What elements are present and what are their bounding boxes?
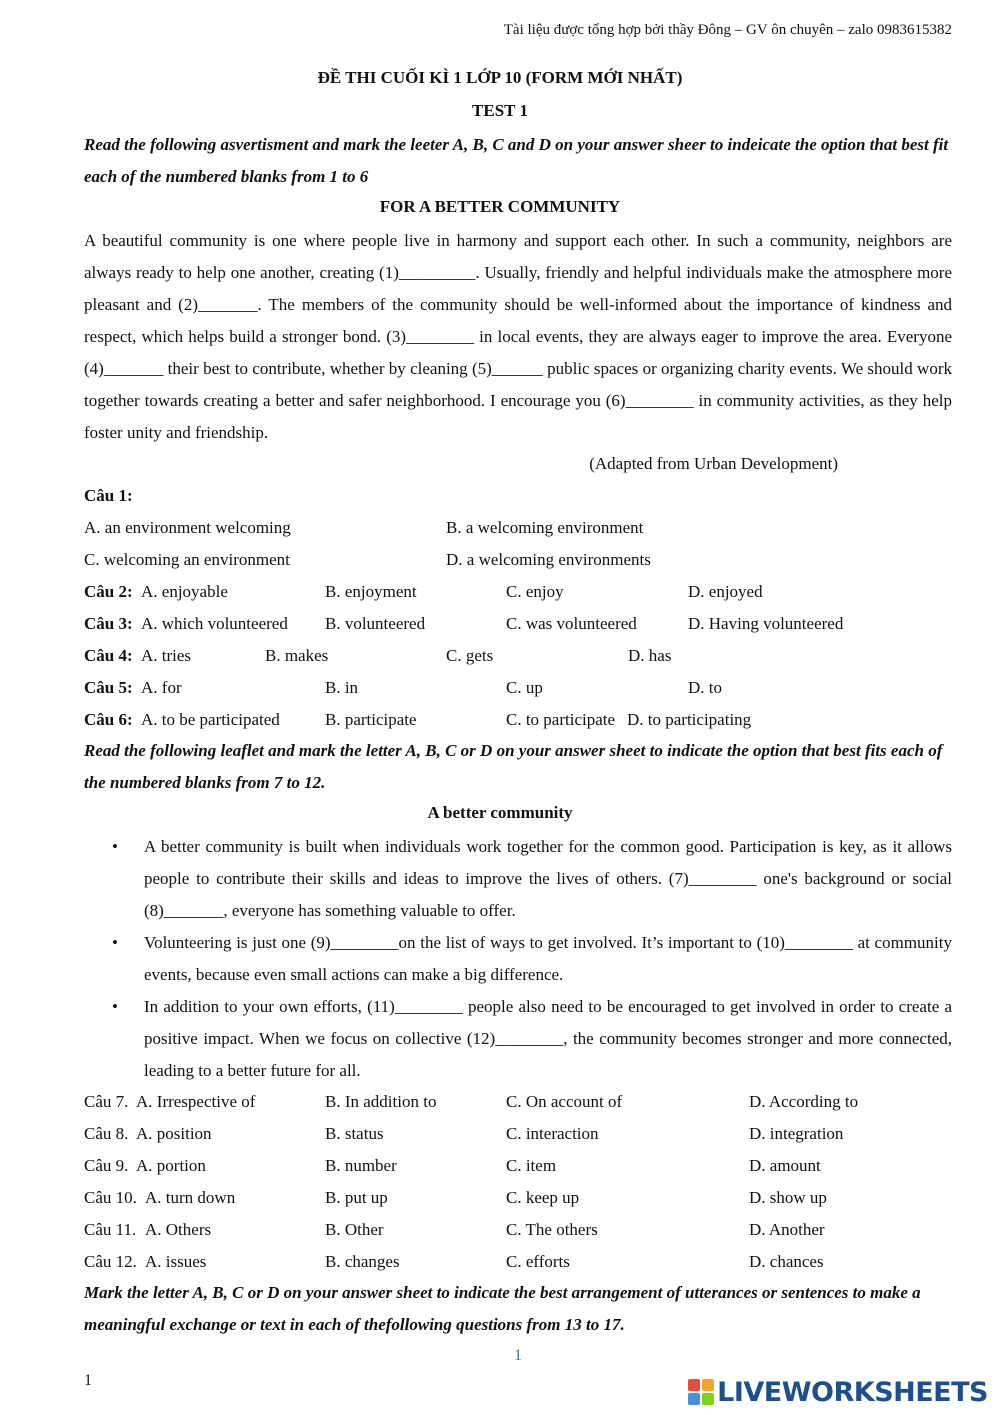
question-label: Câu 11. [84, 1220, 137, 1239]
option-d[interactable]: D. According to [749, 1092, 859, 1111]
question-6 [84, 704, 964, 736]
option-b[interactable]: B. put up [325, 1188, 388, 1207]
option-b[interactable]: B. Other [325, 1220, 384, 1239]
section2-instruction: Read the following leaflet and mark the letter A, B, C or D on your answer sheet to indicate the option that best fits each of the numbered blanks from 7 to 12. [84, 741, 943, 792]
list-item [84, 991, 952, 1087]
option-a[interactable]: A. issues [145, 1252, 207, 1271]
option-b[interactable]: B. enjoyment [325, 582, 417, 601]
option-a[interactable]: A. turn down [145, 1188, 236, 1207]
option-c[interactable]: C. was volunteered [506, 614, 637, 633]
question-label: Câu 5: [84, 678, 133, 697]
page-number-center: 1 [514, 1347, 522, 1364]
section1-heading: FOR A BETTER COMMUNITY [379, 197, 621, 216]
option-c[interactable]: C. gets [446, 646, 494, 665]
question-label: Câu 12. [84, 1252, 137, 1271]
option-d[interactable]: D. has [628, 646, 672, 665]
option-d[interactable]: D. amount [749, 1156, 821, 1175]
option-b[interactable]: B. changes [325, 1252, 400, 1271]
list-item [84, 831, 952, 927]
question-7 [84, 1086, 964, 1118]
question-1-options-row-1 [84, 512, 964, 544]
option-b[interactable]: B. In addition to [325, 1092, 437, 1111]
question-11 [84, 1214, 964, 1246]
leaflet-bullets [84, 831, 952, 1087]
question-10 [84, 1182, 964, 1214]
liveworksheets-logo[interactable] [688, 1375, 988, 1409]
question-9 [84, 1150, 964, 1182]
q1-option-a[interactable]: A. an environment welcoming [84, 518, 291, 537]
option-c[interactable]: C. The others [506, 1220, 598, 1239]
question-3 [84, 608, 964, 640]
option-c[interactable]: C. keep up [506, 1188, 580, 1207]
q1-option-d[interactable]: D. a welcoming environments [446, 550, 651, 569]
question-label: Câu 8. [84, 1124, 129, 1143]
option-b[interactable]: B. participate [325, 710, 417, 729]
question-label: Câu 2: [84, 582, 133, 601]
option-b[interactable]: B. status [325, 1124, 384, 1143]
option-c[interactable]: C. On account of [506, 1092, 623, 1111]
option-c[interactable]: C. to participate [506, 710, 616, 729]
option-a[interactable]: A. portion [136, 1156, 206, 1175]
option-c[interactable]: C. item [506, 1156, 557, 1175]
option-b[interactable]: B. in [325, 678, 359, 697]
question-8 [84, 1118, 964, 1150]
option-c[interactable]: C. up [506, 678, 543, 697]
question-label: Câu 6: [84, 710, 133, 729]
list-item [84, 927, 952, 991]
option-b[interactable]: B. volunteered [325, 614, 426, 633]
bullet-icon: • [112, 933, 118, 952]
question-1-options-row-2 [84, 544, 964, 576]
option-d[interactable]: D. show up [749, 1188, 827, 1207]
q1-option-b[interactable]: B. a welcoming environment [446, 518, 644, 537]
option-d[interactable]: D. integration [749, 1124, 844, 1143]
option-d[interactable]: D. to participating [627, 710, 752, 729]
option-a[interactable]: A. Others [145, 1220, 212, 1239]
question-label: Câu 3: [84, 614, 133, 633]
option-c[interactable]: C. interaction [506, 1124, 599, 1143]
option-d[interactable]: D. enjoyed [688, 582, 763, 601]
question-label: Câu 4: [84, 646, 133, 665]
bullet-text: A better community is built when individuals work together for the common good. Participation is key, as it allows people to contribute their skills and ideas to improve the lives of others. (7)________ one's background or social (8)_______, everyone has something valuable to offer. [144, 837, 952, 920]
question-label: Câu 7. [84, 1092, 129, 1111]
option-a[interactable]: A. for [141, 678, 182, 697]
question-label: Câu 10. [84, 1188, 137, 1207]
question-2 [84, 576, 964, 608]
question-4 [84, 640, 964, 672]
section3-instruction: Mark the letter A, B, C or D on your answer sheet to indicate the best arrangement of utterances or sentences to make a meaningful exchange or text in each of thefollowing questions from 13 to 17. [84, 1283, 921, 1334]
question-label: Câu 9. [84, 1156, 129, 1175]
section1-passage: A beautiful community is one where people live in harmony and support each other. In such a community, neighbors are always ready to help one another, creating (1)_________. Usually, friendly and helpful individuals make the atmosphere more pleasant and (2)_______. The members of the community should be well-informed about the importance of kindness and respect, which helps build a stronger bond. (3)________ in local events, they are always eager to improve the area. Everyone (4)_______ their best to contribute, whether by cleaning (5)______ public spaces or organizing charity events. We should work together towards creating a better and safer neighborhood. I encourage you (6)________ in community activities, as they help foster unity and friendship. [84, 231, 952, 442]
page-header: Tài liệu được tổng hợp bởi thầy Đông – GV ôn chuyên – zalo 0983615382 [503, 22, 952, 38]
bullet-text: Volunteering is just one (9)________on the list of ways to get involved. It’s important to (10)________ at community events, because even small actions can make a big difference. [144, 933, 952, 984]
option-d[interactable]: D. Another [749, 1220, 825, 1239]
question-5 [84, 672, 964, 704]
option-a[interactable]: A. tries [141, 646, 192, 665]
option-d[interactable]: D. chances [749, 1252, 824, 1271]
question-1-label: Câu 1: [84, 486, 133, 505]
option-a[interactable]: A. position [136, 1124, 212, 1143]
option-a[interactable]: A. which volunteered [141, 614, 288, 633]
option-d[interactable]: D. to [688, 678, 722, 697]
option-b[interactable]: B. number [325, 1156, 397, 1175]
section1-source: (Adapted from Urban Development) [589, 454, 838, 473]
option-a[interactable]: A. enjoyable [141, 582, 228, 601]
option-b[interactable]: B. makes [265, 646, 329, 665]
bullet-text: In addition to your own efforts, (11)________ people also need to be encouraged to get involved in order to create a positive impact. When we focus on collective (12)________, the community becomes stronger and more connected, leading to a better future for all. [144, 997, 952, 1080]
option-d[interactable]: D. Having volunteered [688, 614, 844, 633]
section1-instruction: Read the following asvertisment and mark the leeter A, B, C and D on your answer sheer to indeicate the option that best fit each of the numbered blanks from 1 to 6 [84, 135, 949, 186]
bullet-icon: • [112, 837, 118, 856]
section2-heading: A better community [427, 803, 573, 822]
page-number-left: 1 [84, 1372, 92, 1389]
question-12 [84, 1246, 964, 1278]
option-a[interactable]: A. to be participated [141, 710, 280, 729]
q1-option-c[interactable]: C. welcoming an environment [84, 550, 290, 569]
exam-title: ĐỀ THI CUỐI KÌ 1 LỚP 10 (FORM MỚI NHẤT) [317, 68, 683, 87]
option-c[interactable]: C. efforts [506, 1252, 570, 1271]
liveworksheets-logo-text: LIVEWORKSHEETS [717, 1376, 988, 1408]
liveworksheets-logo-icon [688, 1379, 714, 1405]
test-label: TEST 1 [472, 101, 528, 120]
option-a[interactable]: A. Irrespective of [136, 1092, 256, 1111]
option-c[interactable]: C. enjoy [506, 582, 564, 601]
bullet-icon: • [112, 997, 118, 1016]
